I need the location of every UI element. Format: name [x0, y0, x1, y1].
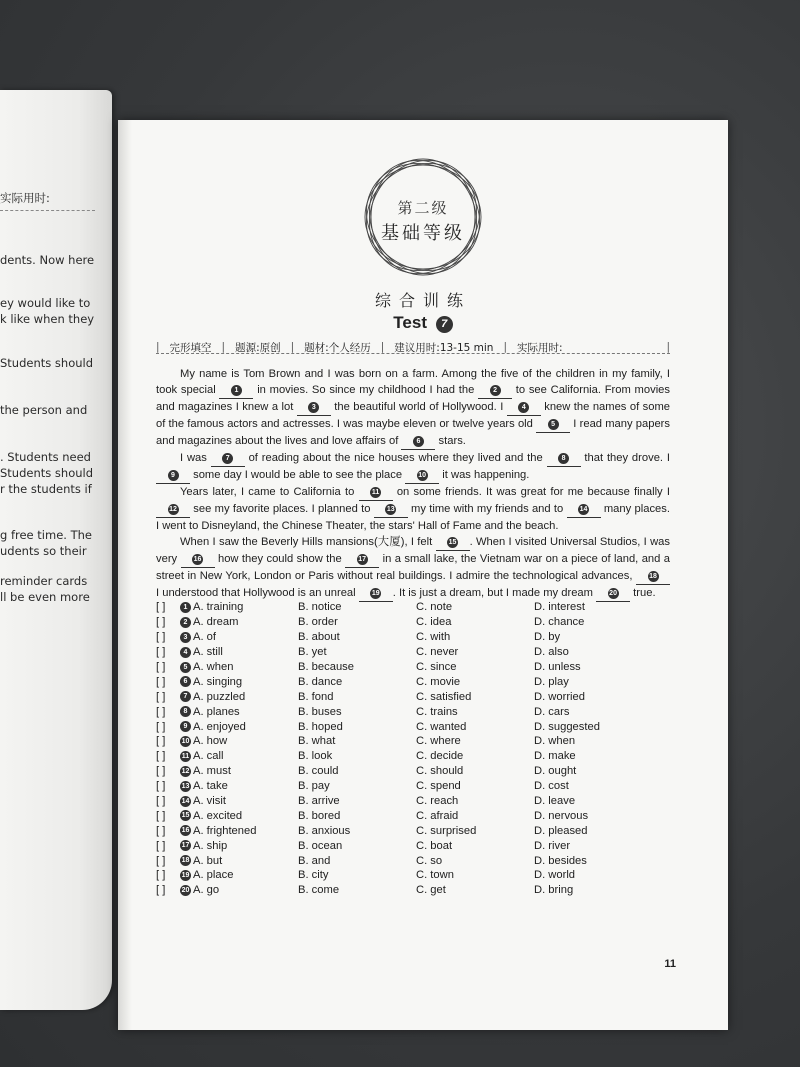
- left-page-line: the person and: [0, 403, 88, 417]
- blank-number-icon: 9: [168, 470, 179, 481]
- test-number-badge: 7: [436, 316, 453, 333]
- cloze-blank[interactable]: [156, 501, 190, 518]
- option-c[interactable]: C. spend: [416, 780, 461, 793]
- option-row: [156, 704, 696, 719]
- option-row: [156, 734, 696, 749]
- answer-bracket[interactable]: [ ]: [156, 884, 166, 897]
- blank-number-icon: 14: [579, 506, 588, 513]
- option-d[interactable]: D. by: [534, 631, 561, 644]
- left-page-line: 实际用时:: [0, 191, 50, 205]
- option-a-text: A. singing: [193, 675, 243, 688]
- option-c[interactable]: C. boat: [416, 839, 453, 852]
- answer-bracket[interactable]: [ ]: [156, 869, 166, 882]
- option-b[interactable]: B. order: [298, 616, 338, 629]
- option-d[interactable]: D. make: [534, 750, 576, 763]
- option-row: [156, 868, 696, 883]
- option-b[interactable]: B. ocean: [298, 839, 343, 852]
- left-page-line: Students should: [0, 356, 94, 370]
- blank-number-icon: 8: [558, 453, 569, 464]
- option-row: [156, 600, 696, 615]
- option-a-text: A. excited: [193, 809, 243, 822]
- option-row: [156, 630, 696, 645]
- passage-paragraph: [156, 534, 670, 602]
- badge-name-text: 基础等级: [381, 223, 465, 244]
- option-a[interactable]: [180, 765, 298, 777]
- option-a[interactable]: [180, 840, 298, 852]
- question-number-icon: 7: [180, 691, 191, 702]
- option-c[interactable]: C. trains: [416, 705, 458, 718]
- left-page-line: r the students if: [0, 482, 92, 496]
- cloze-blank[interactable]: [181, 551, 215, 568]
- option-a[interactable]: [180, 810, 298, 822]
- answer-bracket[interactable]: [ ]: [156, 720, 166, 733]
- passage-text: it was happening.: [439, 469, 530, 481]
- option-c[interactable]: C. where: [416, 735, 461, 748]
- option-b[interactable]: B. buses: [298, 705, 342, 718]
- exercise-type: 完形填空: [169, 341, 212, 354]
- option-a[interactable]: [180, 661, 298, 673]
- question-number-icon: 10: [181, 737, 190, 745]
- option-b[interactable]: B. fond: [298, 690, 334, 703]
- option-a-text: A. when: [193, 661, 234, 673]
- option-a[interactable]: [180, 721, 298, 733]
- question-number-icon: 8: [180, 706, 191, 717]
- cloze-blank[interactable]: [297, 399, 331, 416]
- option-c[interactable]: C. wanted: [416, 720, 467, 733]
- option-d[interactable]: D. pleased: [534, 824, 588, 837]
- passage-text: I understood that Hollywood is an unreal: [156, 587, 359, 599]
- answer-bracket[interactable]: [ ]: [156, 765, 166, 778]
- left-page-line: k like when they: [0, 312, 95, 326]
- option-a[interactable]: [180, 869, 298, 881]
- question-number-icon: 5: [180, 662, 191, 673]
- blank-number-icon: 1: [231, 385, 242, 396]
- cloze-blank[interactable]: [219, 382, 253, 399]
- option-c[interactable]: C. should: [416, 765, 464, 778]
- answer-bracket[interactable]: [ ]: [156, 675, 166, 688]
- blank-number-icon: 17: [358, 556, 367, 563]
- passage-text: I read many papers and magazines about the lives and love affairs of: [156, 418, 670, 447]
- option-d[interactable]: D. bring: [534, 884, 574, 897]
- answer-options: [156, 600, 696, 898]
- answer-bracket[interactable]: [ ]: [156, 839, 166, 852]
- passage-text: . It is just a dream, but I made my dream: [392, 587, 597, 599]
- question-number-icon: 2: [180, 617, 191, 628]
- option-a[interactable]: [180, 884, 298, 896]
- answer-bracket[interactable]: [ ]: [156, 616, 166, 629]
- option-c[interactable]: C. never: [416, 646, 459, 659]
- option-c[interactable]: C. decide: [416, 750, 464, 763]
- option-row: [156, 660, 696, 675]
- option-a[interactable]: [180, 676, 298, 688]
- cloze-blank[interactable]: [567, 501, 601, 518]
- option-row: [156, 853, 696, 868]
- actual-time-field[interactable]: 实际用时:: [517, 341, 563, 354]
- cloze-passage: [156, 366, 670, 602]
- option-a-text: A. still: [193, 646, 223, 659]
- passage-text: the beautiful world of Hollywood. I: [330, 401, 507, 413]
- answer-bracket[interactable]: [ ]: [156, 795, 166, 808]
- question-number-icon: 16: [181, 827, 190, 835]
- option-c[interactable]: C. note: [416, 601, 453, 614]
- option-row: [156, 883, 696, 898]
- passage-paragraph: [156, 366, 670, 450]
- previous-page: [0, 90, 112, 1010]
- option-d[interactable]: D. interest: [534, 601, 585, 614]
- option-b[interactable]: B. yet: [298, 646, 327, 659]
- option-c[interactable]: C. movie: [416, 675, 461, 688]
- question-number-icon: 15: [181, 812, 190, 820]
- option-a[interactable]: [180, 631, 298, 643]
- option-d[interactable]: D. chance: [534, 616, 585, 629]
- option-a[interactable]: [180, 706, 298, 718]
- option-d[interactable]: D. cost: [534, 780, 569, 793]
- option-d[interactable]: D. river: [534, 839, 571, 852]
- blank-number-icon: 6: [413, 436, 424, 447]
- question-number-icon: 1: [180, 602, 191, 613]
- test-title: [118, 313, 728, 333]
- answer-bracket[interactable]: [ ]: [156, 661, 166, 673]
- left-page-line: g free time. The: [0, 528, 92, 542]
- option-a-text: A. planes: [193, 705, 240, 718]
- answer-bracket[interactable]: [ ]: [156, 690, 166, 703]
- answer-bracket[interactable]: [ ]: [156, 750, 166, 763]
- suggested-time: 建议用时:13-15 min: [394, 341, 494, 354]
- option-b[interactable]: B. because: [298, 661, 354, 673]
- option-b[interactable]: B. city: [298, 869, 329, 882]
- cloze-blank[interactable]: [156, 467, 190, 484]
- option-d[interactable]: D. nervous: [534, 809, 589, 822]
- section-title: 综合训练: [374, 291, 471, 310]
- blank-number-icon: 18: [649, 573, 657, 580]
- option-b[interactable]: B. look: [298, 750, 333, 763]
- blank-number-icon: 7: [222, 453, 233, 464]
- option-a[interactable]: [180, 825, 298, 837]
- exercise-source: 题源:原创: [235, 341, 281, 354]
- blank-number-icon: 5: [548, 419, 559, 430]
- blank-number-icon: 13: [386, 506, 395, 513]
- question-number-icon: 19: [181, 871, 190, 879]
- cloze-blank[interactable]: [507, 399, 541, 416]
- option-a-text: A. must: [193, 765, 231, 778]
- passage-text: of reading about the nice houses where they lived and the: [244, 452, 547, 464]
- passage-paragraph: [156, 484, 670, 534]
- question-number-icon: 11: [181, 752, 190, 760]
- option-a-text: A. take: [193, 780, 228, 793]
- blank-number-icon: 2: [490, 385, 501, 396]
- workbook-page: [118, 120, 728, 1030]
- option-row: [156, 838, 696, 853]
- badge-level-text: 第二级: [397, 199, 449, 217]
- passage-text: Years later, I came to California to: [180, 486, 359, 498]
- passage-text: I was: [180, 452, 211, 464]
- option-row: [156, 808, 696, 823]
- option-d[interactable]: D. besides: [534, 854, 587, 867]
- answer-bracket[interactable]: [ ]: [156, 631, 166, 644]
- passage-text: my time with my friends and to: [407, 503, 567, 515]
- option-a-text: A. puzzled: [193, 690, 246, 703]
- page-number: 11: [664, 958, 676, 970]
- option-b[interactable]: B. bored: [298, 809, 341, 822]
- left-page-rule: [0, 210, 95, 211]
- passage-paragraph: [156, 450, 670, 484]
- option-d[interactable]: D. worried: [534, 690, 585, 703]
- option-a-text: A. visit: [193, 795, 226, 808]
- option-row: [156, 749, 696, 764]
- option-d[interactable]: D. cars: [534, 705, 570, 718]
- option-b[interactable]: B. what: [298, 735, 336, 748]
- option-a[interactable]: [180, 691, 298, 703]
- option-a[interactable]: [180, 646, 298, 658]
- option-d[interactable]: D. leave: [534, 795, 576, 808]
- left-page-line: reminder cards: [0, 574, 88, 588]
- answer-bracket[interactable]: [ ]: [156, 809, 166, 822]
- blank-number-icon: 4: [518, 402, 529, 413]
- cloze-blank[interactable]: [211, 450, 245, 467]
- question-number-icon: 4: [180, 647, 191, 658]
- blank-number-icon: 19: [371, 590, 380, 597]
- answer-bracket[interactable]: [ ]: [156, 854, 166, 867]
- passage-text: see my favorite places. I planned to: [190, 503, 374, 515]
- option-a-text: A. ship: [193, 839, 228, 852]
- answer-bracket[interactable]: [ ]: [156, 705, 166, 718]
- exercise-info-bar: | 完形填空 | 题源:原创 | 题材:个人经历 | 建议用时:13-15 min | 实际用时: |: [156, 341, 670, 354]
- option-a-text: A. how: [193, 735, 228, 748]
- cloze-blank[interactable]: [359, 484, 393, 501]
- option-row: [156, 689, 696, 704]
- cloze-blank[interactable]: [636, 568, 670, 585]
- option-b[interactable]: B. pay: [298, 780, 330, 793]
- passage-text: true.: [630, 587, 656, 599]
- option-a-text: A. frightened: [193, 824, 257, 837]
- option-b[interactable]: B. about: [298, 631, 340, 644]
- option-row: [156, 645, 696, 660]
- left-page-line: Students should: [0, 466, 94, 480]
- passage-text: knew the names of some of the famous actors and actresses. I was maybe eleven or twelve years old: [156, 401, 670, 430]
- answer-bracket[interactable]: [ ]: [156, 601, 166, 614]
- option-a-text: A. enjoyed: [193, 720, 246, 733]
- option-row: [156, 823, 696, 838]
- option-d[interactable]: D. play: [534, 675, 569, 688]
- passage-text: My name is Tom Brown and I was born on a farm. Among the five of the children in my family, I took special: [156, 368, 670, 396]
- option-d[interactable]: D. world: [534, 869, 576, 882]
- option-d[interactable]: D. when: [534, 735, 576, 748]
- option-a[interactable]: [180, 750, 298, 762]
- passage-text: how they could show the: [214, 553, 346, 565]
- option-b[interactable]: B. dance: [298, 675, 343, 688]
- option-c[interactable]: C. so: [416, 854, 443, 867]
- option-c[interactable]: C. with: [416, 631, 451, 644]
- option-c[interactable]: C. town: [416, 869, 454, 882]
- question-number-icon: 9: [180, 721, 191, 732]
- option-row: [156, 779, 696, 794]
- passage-text: in movies. So since my childhood I had the: [253, 384, 479, 396]
- option-d[interactable]: D. also: [534, 646, 569, 659]
- blank-number-icon: 20: [609, 590, 617, 597]
- blank-number-icon: 16: [193, 556, 202, 563]
- option-a-text: A. of: [193, 631, 217, 644]
- option-a-text: A. training: [193, 601, 244, 614]
- answer-bracket[interactable]: [ ]: [156, 735, 166, 748]
- option-a-text: A. dream: [193, 616, 239, 629]
- answer-bracket[interactable]: [ ]: [156, 646, 166, 659]
- option-b[interactable]: B. hoped: [298, 720, 343, 733]
- passage-text: on some friends. It was great for me because finally I: [392, 486, 671, 498]
- exercise-topic: 题材:个人经历: [304, 341, 371, 354]
- option-a-text: A. go: [193, 884, 220, 897]
- cloze-blank[interactable]: [401, 433, 435, 450]
- passage-text: many places. I went to Disneyland, the Chinese Theater, the stars' Hall of Fame and the beach.: [156, 503, 670, 532]
- blank-number-icon: 12: [169, 506, 177, 513]
- blank-number-icon: 15: [448, 539, 457, 546]
- left-page-line: ll be even more: [0, 590, 90, 604]
- option-a[interactable]: [180, 855, 298, 867]
- cloze-blank[interactable]: [547, 450, 581, 467]
- blank-number-icon: 11: [371, 489, 380, 496]
- option-d[interactable]: D. unless: [534, 661, 581, 673]
- option-c[interactable]: C. surprised: [416, 824, 477, 837]
- passage-text: some day I would be able to see the place: [190, 469, 406, 481]
- answer-bracket[interactable]: [ ]: [156, 780, 166, 793]
- passage-text: . When I visited Universal Studios, I was very: [156, 536, 670, 565]
- answer-bracket[interactable]: [ ]: [156, 824, 166, 837]
- option-a[interactable]: [180, 780, 298, 792]
- cloze-blank[interactable]: [374, 501, 408, 518]
- cloze-blank[interactable]: [436, 534, 470, 551]
- question-number-icon: 13: [181, 782, 190, 790]
- option-b[interactable]: B. and: [298, 854, 331, 867]
- option-c[interactable]: C. idea: [416, 616, 452, 629]
- test-label: Test: [393, 313, 427, 332]
- question-number-icon: 12: [181, 767, 190, 775]
- left-page-line: ey would like to: [0, 296, 91, 310]
- question-number-icon: 3: [180, 632, 191, 643]
- passage-text: in a small lake, the Vietnam war on a piece of land, and a street in New York, London or Paris without real buildings. I admire the technological advances,: [156, 553, 671, 582]
- option-d[interactable]: D. suggested: [534, 720, 600, 733]
- blank-number-icon: 3: [308, 402, 319, 413]
- cloze-blank[interactable]: [405, 467, 439, 484]
- option-d[interactable]: D. ought: [534, 765, 577, 778]
- cloze-blank[interactable]: [478, 382, 512, 399]
- option-c[interactable]: C. get: [416, 884, 446, 897]
- option-b[interactable]: B. anxious: [298, 824, 351, 837]
- passage-text: stars.: [435, 435, 466, 447]
- passage-text: that they drove. I: [580, 452, 670, 464]
- option-a-text: A. but: [193, 854, 223, 867]
- passage-text: When I saw the Beverly Hills mansions(大厦), I felt: [180, 536, 436, 548]
- option-c[interactable]: C. afraid: [416, 809, 459, 822]
- option-a-text: A. call: [193, 750, 224, 763]
- option-b[interactable]: B. arrive: [298, 795, 340, 808]
- option-c[interactable]: C. satisfied: [416, 690, 472, 703]
- option-row: [156, 764, 696, 779]
- cloze-blank[interactable]: [536, 416, 570, 433]
- option-a[interactable]: [180, 795, 298, 807]
- level-badge: [358, 155, 488, 280]
- option-b[interactable]: B. come: [298, 884, 340, 897]
- option-row: [156, 794, 696, 809]
- option-c[interactable]: C. since: [416, 661, 457, 673]
- left-page-line: . Students need: [0, 450, 91, 464]
- option-a[interactable]: [180, 616, 298, 628]
- question-number-icon: 20: [181, 886, 190, 894]
- option-row: [156, 615, 696, 630]
- option-row: [156, 674, 696, 689]
- option-a-text: A. place: [193, 869, 234, 882]
- option-b[interactable]: B. could: [298, 765, 339, 778]
- option-a[interactable]: [180, 601, 298, 613]
- cloze-blank[interactable]: [345, 551, 379, 568]
- option-row: [156, 719, 696, 734]
- blank-number-icon: 10: [418, 472, 427, 479]
- option-a[interactable]: [180, 735, 298, 747]
- option-b[interactable]: B. notice: [298, 601, 342, 614]
- option-c[interactable]: C. reach: [416, 795, 459, 808]
- left-page-line: dents. Now here: [0, 253, 95, 267]
- question-number-icon: 6: [180, 676, 191, 687]
- question-number-icon: 14: [181, 797, 190, 805]
- passage-text: to see California. From movies and magazines I knew a lot: [156, 384, 670, 413]
- left-page-line: udents so their: [0, 544, 87, 558]
- question-number-icon: 17: [181, 842, 190, 850]
- question-number-icon: 18: [181, 857, 190, 865]
